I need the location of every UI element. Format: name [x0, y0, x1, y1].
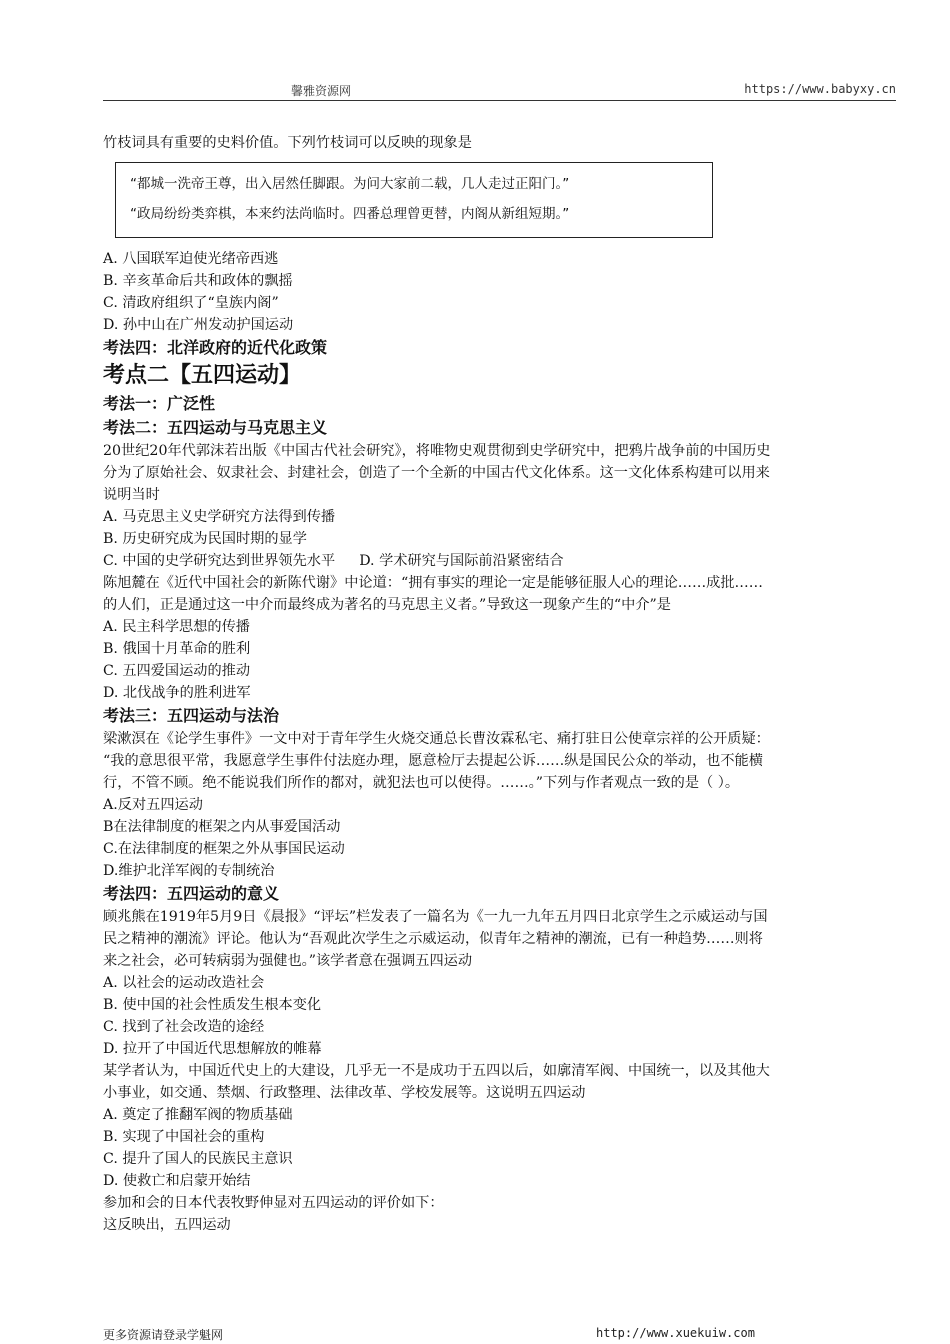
q3-option-a: A. 民主科学思想的传播: [103, 619, 250, 635]
q4-stem-line3: 行，不管不顾。绝不能说我们所作的都对，就犯法也可以使得。……。”下列与作者观点一致的是（ ）。: [103, 775, 740, 791]
q1-quote-box: [115, 162, 713, 238]
q2-stem-line3: 说明当时: [103, 487, 160, 503]
q6-option-c: C. 提升了国人的民族民主意识: [103, 1151, 293, 1167]
q1-quote-1: “都城一洗帝王尊，出入居然任脚跟。为问大家前二载，几人走过正阳门。”: [130, 176, 570, 192]
q6-option-d: D. 使救亡和启蒙开始结: [103, 1173, 251, 1189]
q2-stem-line1: 20世纪20年代郭沫若出版《中国古代社会研究》，将唯物史观贯彻到史学研究中，把鸦片战争前的中国历史: [103, 443, 771, 459]
q6-option-b: B. 实现了中国社会的重构: [103, 1129, 265, 1145]
q3-stem-line1: 陈旭麓在《近代中国社会的新陈代谢》中论道：“拥有事实的理论一定是能够征服人心的理论……成批……: [103, 575, 763, 591]
q4-option-a: A.反对五四运动: [103, 797, 203, 813]
method1-heading: 考法一：广泛性: [103, 394, 216, 413]
q2-stem-line2: 分为了原始社会、奴隶社会、封建社会，创造了一个全新的中国古代文化体系。这一文化体系构建可以用来: [103, 465, 770, 481]
method2-heading: 考法二：五四运动与马克思主义: [103, 418, 328, 437]
footer-url[interactable]: http://www.xuekuiw.com: [596, 1326, 755, 1340]
q7-stem-line2: 这反映出，五四运动: [103, 1217, 231, 1233]
q6-stem-line1: 某学者认为，中国近代史上的大建设，几乎无一不是成功于五四以后，如廓清军阀、中国统一，以及其他大: [103, 1063, 770, 1079]
header-url[interactable]: https://www.babyxy.cn: [744, 82, 896, 96]
q4-option-b: B在法律制度的框架之内从事爱国活动: [103, 819, 341, 835]
q4-stem-line2: “我的意思很平常，我愿意学生事件付法庭办理，愿意检厅去提起公诉……纵是国民公众的举动，也不能横: [103, 753, 763, 769]
q1-option-a: A. 八国联军迫使光绪帝西逃: [103, 251, 279, 267]
q1-option-c: C. 清政府组织了“皇族内阁”: [103, 295, 279, 311]
q5-stem-line2: 民之精神的潮流》评论。他认为“吾观此次学生之示威运动，似青年之精神的潮流，已有一种趋势……则将: [103, 931, 763, 947]
q5-option-c: C. 找到了社会改造的途经: [103, 1019, 265, 1035]
q5-option-a: A. 以社会的运动改造社会: [103, 975, 265, 991]
q5-option-b: B. 使中国的社会性质发生根本变化: [103, 997, 322, 1013]
q3-option-b: B. 俄国十月革命的胜利: [103, 641, 251, 657]
q2-option-d: D. 学术研究与国际前沿紧密结合: [359, 553, 564, 569]
q6-stem-line2: 小事业，如交通、禁烟、行政整理、法律改革、学校发展等。这说明五四运动: [103, 1085, 586, 1101]
method3-heading: 考法三：五四运动与法治: [103, 706, 280, 725]
q3-stem-line2: 的人们，正是通过这一中介而最终成为著名的马克思主义者。”导致这一现象产生的“中介”是: [103, 597, 671, 613]
q1-quote-2: “政局纷纷类弈棋，本来约法尚临时。四番总理曾更替，内阁从新组短期。”: [130, 206, 570, 222]
q2-option-a: A. 马克思主义史学研究方法得到传播: [103, 509, 336, 525]
q1-stem: 竹枝词具有重要的史料价值。下列竹枝词可以反映的现象是: [103, 135, 472, 151]
page-header: [103, 80, 896, 101]
q3-option-d: D. 北伐战争的胜利进军: [103, 685, 251, 701]
method4-heading: 考法四：北洋政府的近代化政策: [103, 338, 328, 357]
q1-option-b: B. 辛亥革命后共和政体的飘摇: [103, 273, 293, 289]
q4-stem-line1: 梁漱溟在《论学生事件》一文中对于青年学生火烧交通总长曹汝霖私宅、痛打驻日公使章宗祥的公开质疑：: [103, 731, 770, 747]
q2-option-b: B. 历史研究成为民国时期的显学: [103, 531, 307, 547]
q5-stem-line3: 来之社会，必可转病弱为强健也。”该学者意在强调五四运动: [103, 953, 473, 969]
footer-text: 更多资源请登录学魁网: [103, 1328, 224, 1342]
q7-stem-line1: 参加和会的日本代表牧野伸显对五四运动的评价如下：: [103, 1195, 444, 1211]
q4-option-d: D.维护北洋军阀的专制统治: [103, 863, 275, 879]
q2-options-cd: [103, 550, 893, 572]
method4b-heading: 考法四：五四运动的意义: [103, 884, 280, 903]
q1-option-d: D. 孙中山在广州发动护国运动: [103, 317, 294, 333]
q3-option-c: C. 五四爱国运动的推动: [103, 663, 251, 679]
q5-option-d: D. 拉开了中国近代思想解放的帷幕: [103, 1041, 322, 1057]
document-body: [103, 132, 893, 1236]
point2-heading: 考点二【五四运动】: [103, 363, 302, 388]
q6-option-a: A. 奠定了推翻军阀的物质基础: [103, 1107, 293, 1123]
q2-option-c: C. 中国的史学研究达到世界领先水平: [103, 553, 336, 569]
header-site-name: 馨雅资源网: [291, 84, 352, 98]
q4-option-c: C.在法律制度的框架之外从事国民运动: [103, 841, 345, 857]
q5-stem-line1: 顾兆熊在1919年5月9日《晨报》“评坛”栏发表了一篇名为《一九一九年五月四日北京学生之示威运动与国: [103, 909, 768, 925]
